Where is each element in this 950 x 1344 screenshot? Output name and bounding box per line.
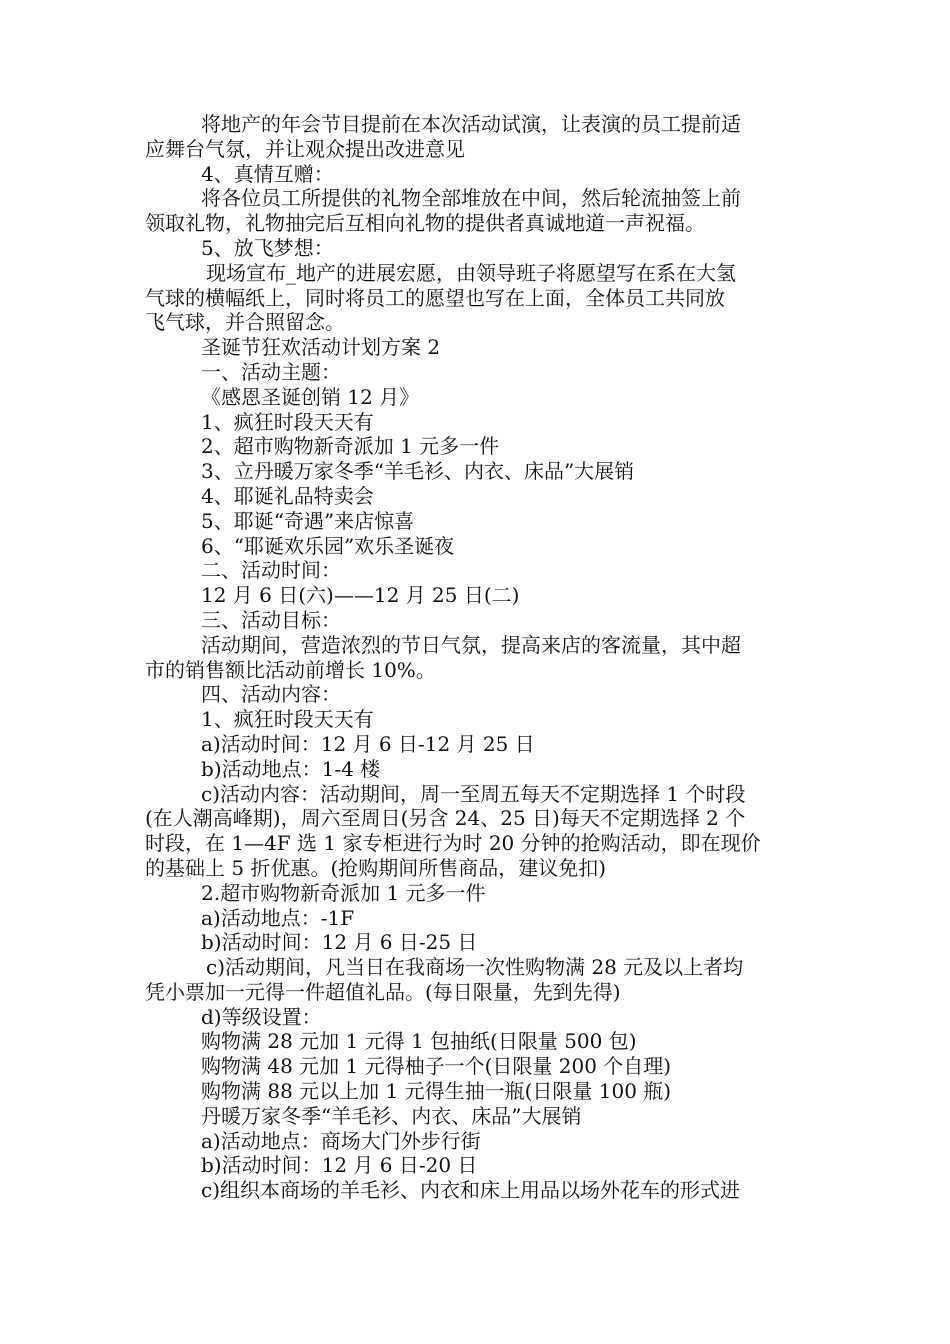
detail-line: d)等级设置： (201, 1004, 322, 1029)
list-item: 5、耶诞“奇遇”来店惊喜 (201, 508, 415, 533)
date-range-line: 12 月 6 日(六)——12 月 25 日(二) (201, 583, 520, 608)
document-title: 圣诞节狂欢活动计划方案 2 (201, 335, 441, 360)
detail-line: a)活动时间：12 月 6 日-12 月 25 日 (201, 731, 535, 756)
tier-line: 购物满 48 元加 1 元得柚子一个(日限量 200 个自理) (201, 1054, 672, 1079)
paragraph-line: 气球的横幅纸上，同时将员工的愿望也写在上面，全体员工共同放 (145, 285, 725, 310)
section-heading: 5、放飞梦想： (201, 235, 334, 260)
detail-line: a)活动地点：商场大门外步行街 (201, 1128, 481, 1153)
detail-line: b)活动时间：12 月 6 日-20 日 (201, 1153, 478, 1178)
subsection-heading: 1、疯狂时段天天有 (201, 707, 374, 732)
paragraph-line: 现场宣布_地产的进展宏愿，由领导班子将愿望写在系在大氢 (206, 260, 736, 285)
paragraph-line: 将地产的年会节目提前在本次活动试演，让表演的员工提前适 (201, 112, 741, 136)
section-heading: 二、活动时间： (201, 558, 341, 583)
list-item: 2、超市购物新奇派加 1 元多一件 (201, 434, 500, 459)
detail-line: b)活动时间：12 月 6 日-25 日 (201, 930, 478, 955)
section-heading: 四、活动内容： (201, 682, 341, 707)
paragraph-line: 的基础上 5 折优惠。(抢购期间所售商品，建议免扣) (145, 855, 607, 880)
paragraph-line: (在人潮高峰期)，周六至周日(另含 24、25 日)每天不定期选择 2 个 (145, 806, 746, 831)
list-item: 3、立丹暖万家冬季“羊毛衫、内衣、床品”大展销 (201, 459, 635, 484)
detail-line: b)活动地点：1-4 楼 (201, 756, 381, 781)
theme-line: 《感恩圣诞创销 12 月》 (201, 384, 420, 409)
paragraph-line: 时段，在 1—4F 选 1 家专柜进行为时 20 分钟的抢购活动，即在现价 (145, 831, 761, 856)
list-item: 4、耶诞礼品特卖会 (201, 483, 374, 508)
paragraph-line: 飞气球，并合照留念。 (145, 310, 345, 335)
section-heading: 三、活动目标： (201, 607, 341, 632)
section-heading: 一、活动主题： (201, 359, 341, 384)
paragraph-line: c)活动期间，凡当日在我商场一次性购物满 28 元及以上者均 (206, 955, 744, 980)
detail-line: a)活动地点：-1F (201, 905, 355, 930)
tier-line: 购物满 28 元加 1 元得 1 包抽纸(日限量 500 包) (201, 1029, 637, 1054)
paragraph-line: 应舞台气氛，并让观众提出改进意见 (145, 136, 465, 161)
paragraph-line: 凭小票加一元得一件超值礼品。(每日限量，先到先得) (145, 979, 621, 1004)
paragraph-line: 活动期间，营造浓烈的节日气氛，提高来店的客流量，其中超 (201, 632, 741, 657)
paragraph-line: c)活动内容：活动期间，周一至周五每天不定期选择 1 个时段 (201, 781, 746, 806)
section-heading: 4、真情互赠： (201, 161, 334, 186)
list-item: 6、“耶诞欢乐园”欢乐圣诞夜 (201, 533, 455, 558)
list-item: 1、疯狂时段天天有 (201, 409, 374, 434)
paragraph-line: 领取礼物，礼物抽完后互相向礼物的提供者真诚地道一声祝福。 (145, 211, 705, 236)
paragraph-line: c)组织本商场的羊毛衫、内衣和床上用品以场外花车的形式进 (201, 1178, 741, 1203)
subsection-heading: 丹暖万家冬季“羊毛衫、内衣、床品”大展销 (201, 1103, 582, 1128)
subsection-heading: 2.超市购物新奇派加 1 元多一件 (201, 880, 486, 905)
paragraph-line: 将各位员工所提供的礼物全部堆放在中间，然后轮流抽签上前 (201, 186, 741, 211)
document-body (145, 112, 815, 1203)
tier-line: 购物满 88 元以上加 1 元得生抽一瓶(日限量 100 瓶) (201, 1079, 672, 1104)
paragraph-line: 市的销售额比活动前增长 10%。 (145, 657, 436, 682)
